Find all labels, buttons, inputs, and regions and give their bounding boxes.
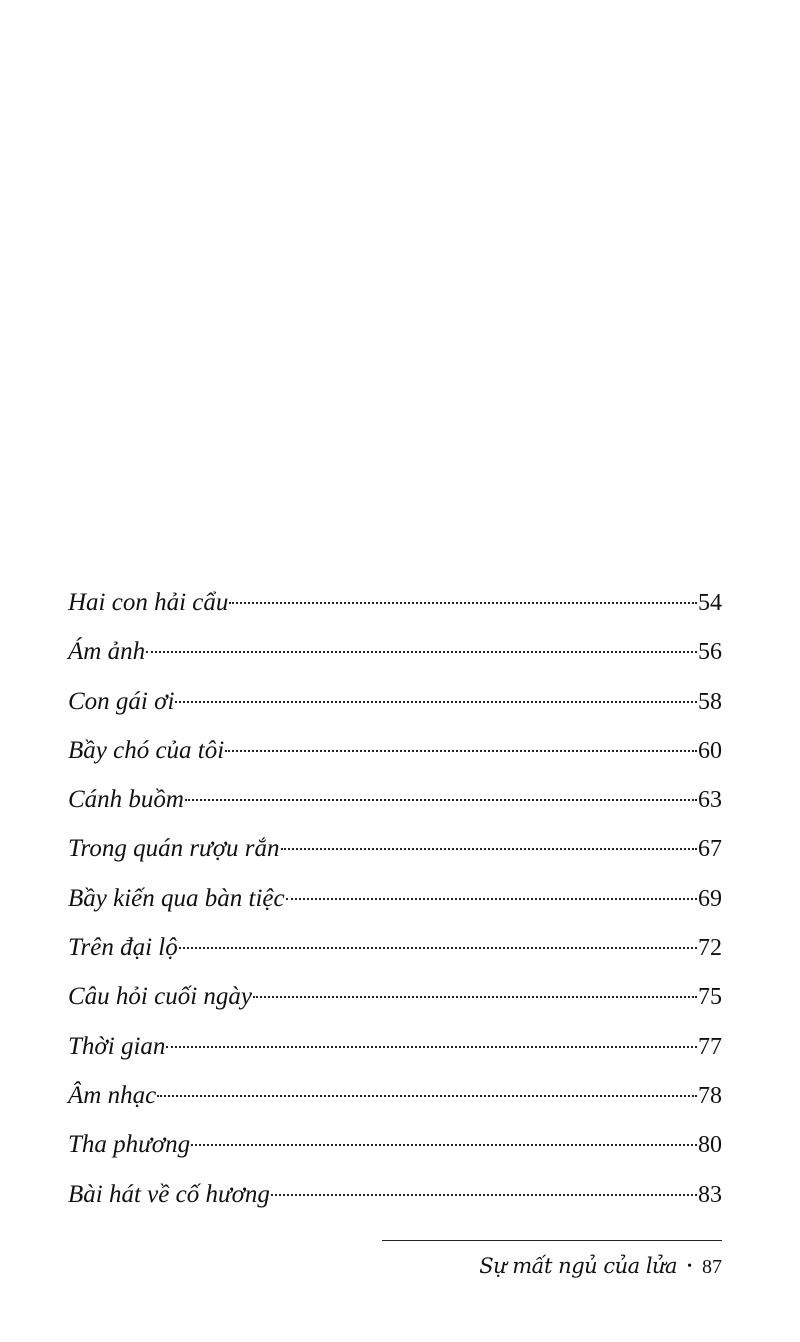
toc-entry-page: 58 — [698, 688, 722, 715]
toc-entry-page: 77 — [698, 1033, 722, 1060]
toc-entry-page: 69 — [698, 885, 722, 912]
toc-entry-title: Câu hỏi cuối ngày — [68, 983, 253, 1011]
toc-entry[interactable] — [68, 1071, 722, 1120]
toc-entry[interactable] — [68, 874, 722, 923]
toc-entry[interactable] — [68, 972, 722, 1021]
dot-leader — [271, 1194, 697, 1196]
toc-entry-page: 72 — [698, 935, 722, 962]
dot-leader — [286, 898, 697, 900]
dot-leader — [191, 1144, 697, 1146]
toc-entry[interactable] — [68, 726, 722, 775]
dot-leader — [157, 1095, 697, 1097]
dot-leader — [166, 1046, 697, 1048]
toc-entry-page: 67 — [698, 836, 722, 863]
toc-entry[interactable] — [68, 1170, 722, 1219]
toc-entry[interactable] — [68, 677, 722, 726]
toc-entry-title: Cánh buồm — [68, 786, 184, 814]
toc-entry-title: Bầy kiến qua bàn tiệc — [68, 884, 285, 912]
toc-entry-page: 54 — [698, 590, 722, 616]
toc-entry-title: Thời gian — [68, 1032, 166, 1060]
toc-entry-title: Hai con hải cẩu — [68, 589, 229, 616]
dot-leader — [229, 602, 697, 604]
footer-divider — [382, 1240, 722, 1241]
toc-entry-title: Bầy chó của tôi — [68, 736, 225, 764]
bullet-separator: • — [687, 1259, 692, 1274]
toc-entry-title: Bài hát về cố hương — [68, 1180, 270, 1208]
dot-leader — [281, 848, 697, 850]
table-of-contents — [68, 578, 722, 1219]
toc-entry-title: Trong quán rượu rắn — [68, 835, 280, 863]
dot-leader — [146, 651, 697, 653]
toc-entry-title: Ám ảnh — [68, 638, 146, 666]
page-number: 87 — [702, 1256, 722, 1278]
page-footer — [479, 1254, 722, 1279]
toc-entry-title: Trên đại lộ — [68, 934, 178, 962]
dot-leader — [253, 996, 697, 998]
toc-entry-title: Tha phương — [68, 1131, 191, 1159]
toc-entry[interactable] — [68, 775, 722, 824]
toc-entry-page: 80 — [698, 1132, 722, 1159]
toc-entry-title: Âm nhạc — [68, 1081, 157, 1109]
toc-entry[interactable] — [68, 1022, 722, 1071]
toc-entry[interactable] — [68, 627, 722, 676]
toc-entry[interactable] — [68, 578, 722, 627]
dot-leader — [175, 701, 697, 703]
dot-leader — [179, 947, 697, 949]
toc-entry-page: 63 — [698, 787, 722, 814]
dot-leader — [225, 750, 697, 752]
toc-entry-page: 78 — [698, 1082, 722, 1109]
toc-entry[interactable] — [68, 824, 722, 873]
toc-entry-page: 75 — [698, 984, 722, 1011]
dot-leader — [185, 799, 697, 801]
running-book-title: Sự mất ngủ của lửa — [479, 1254, 678, 1278]
toc-entry-page: 83 — [698, 1181, 722, 1208]
toc-entry-page: 56 — [698, 639, 722, 666]
toc-entry-title: Con gái ơi — [68, 687, 175, 715]
toc-entry[interactable] — [68, 923, 722, 972]
toc-entry[interactable] — [68, 1120, 722, 1169]
toc-entry-page: 60 — [698, 737, 722, 764]
